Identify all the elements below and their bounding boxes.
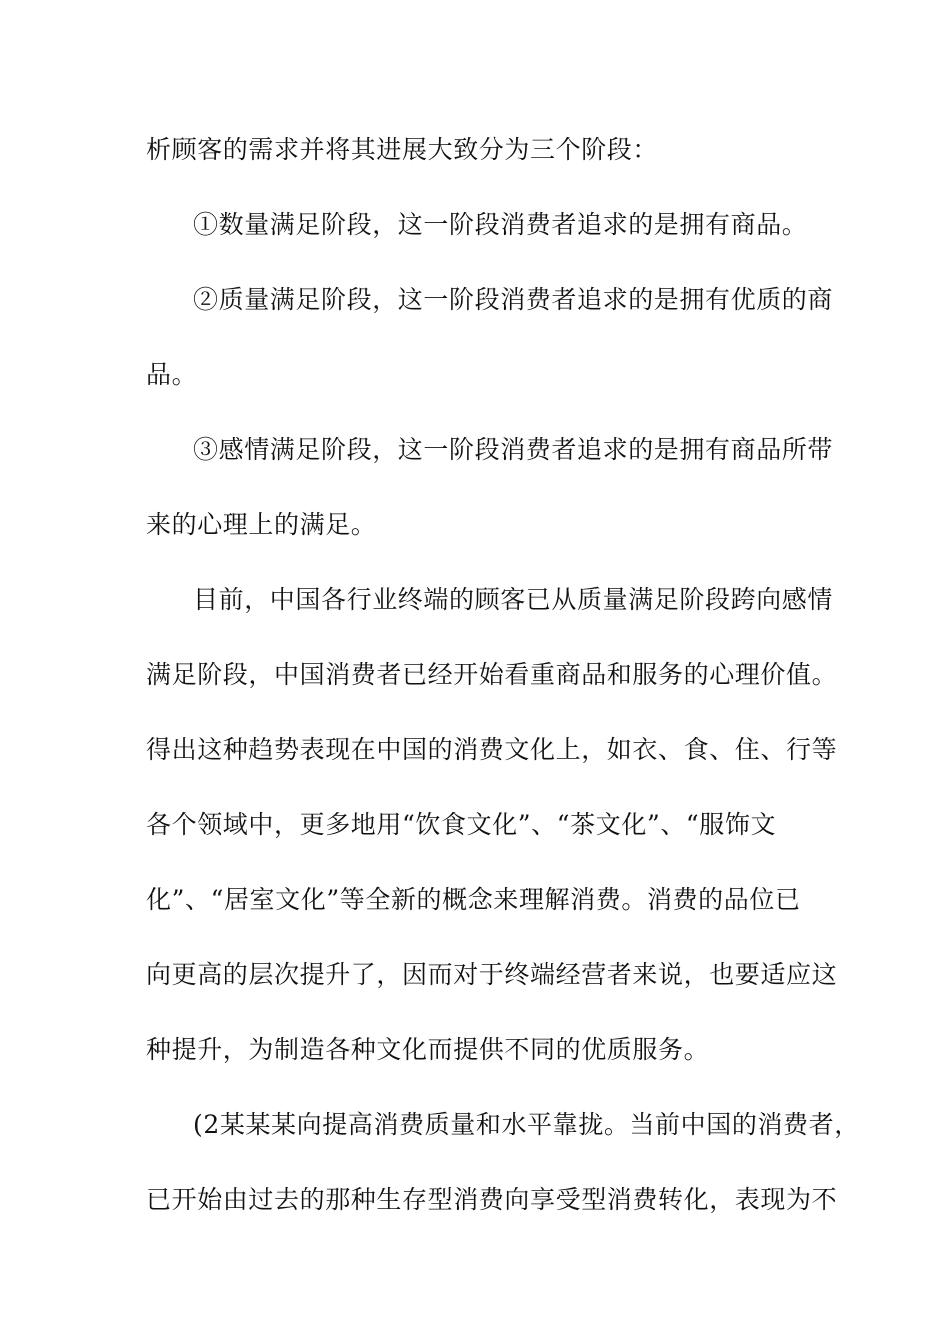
text-line: 满足阶段，中国消费者已经开始看重商品和服务的心理价值。 [146, 660, 838, 689]
text-line: 各个领域中，更多地用“饮食文化”、“茶文化”、“服饰文 [146, 810, 777, 839]
text-line: 已开始由过去的那种生存型消费向享受型消费转化，表现为不 [146, 1185, 838, 1214]
text-line: ②质量满足阶段，这一阶段消费者追求的是拥有优质的商 [193, 285, 834, 314]
text-line: ③感情满足阶段，这一阶段消费者追求的是拥有商品所带 [193, 435, 834, 464]
text-line: (2某某某向提高消费质量和水平靠拢。当前中国的消费者， [193, 1110, 860, 1139]
text-line: ①数量满足阶段，这一阶段消费者追求的是拥有商品。 [193, 210, 808, 239]
text-line: 向更高的层次提升了，因而对于终端经营者来说，也要适应这 [146, 960, 838, 989]
text-line: 得出这种趋势表现在中国的消费文化上，如衣、食、住、行等 [146, 735, 838, 764]
text-line: 品。 [146, 360, 198, 389]
text-line: 种提升，为制造各种文化而提供不同的优质服务。 [146, 1035, 710, 1064]
text-line: 析顾客的需求并将其进展大致分为三个阶段： [146, 135, 659, 164]
text-line: 化”、“居室文化”等全新的概念来理解消费。消费的品位已 [146, 885, 801, 914]
text-line: 目前，中国各行业终端的顾客已从质量满足阶段跨向感情 [193, 585, 834, 614]
text-line: 来的心理上的满足。 [146, 510, 377, 539]
